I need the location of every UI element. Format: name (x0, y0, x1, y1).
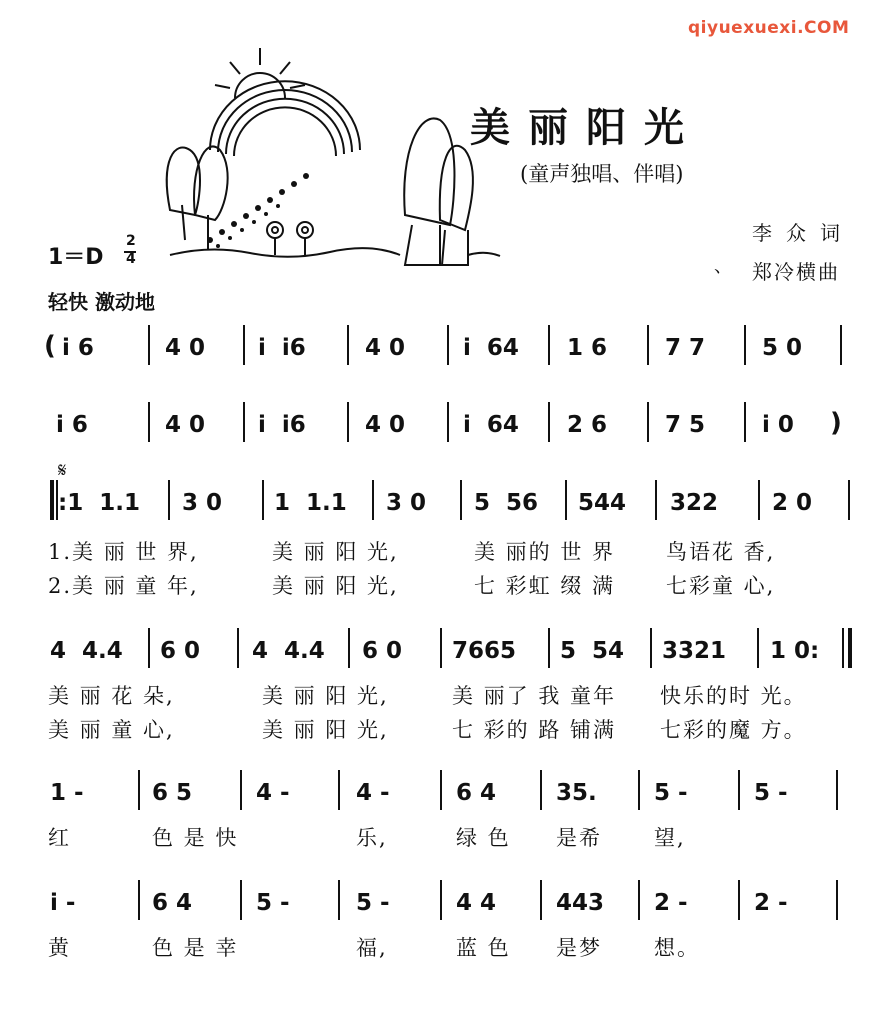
measure: 1 0: (770, 638, 820, 664)
measure: 6 0 (362, 638, 403, 664)
measure: 5 - (754, 780, 788, 806)
meter-top: 2 (126, 233, 136, 249)
lyric-line: 乐, (356, 826, 388, 850)
measure: i i6 (258, 335, 306, 361)
barline (655, 480, 657, 520)
measure: 1 1.1 (274, 490, 347, 516)
key-signature: 1＝D (48, 245, 104, 270)
lyric-verse2: 七 彩的 路 铺满 (452, 718, 617, 742)
barline (744, 402, 746, 442)
barline (243, 402, 245, 442)
measure: 5 - (256, 890, 290, 916)
measure: 1 - (50, 780, 84, 806)
barline (840, 325, 842, 365)
measure: 4 4 (456, 890, 497, 916)
barline (237, 628, 239, 668)
measure: 3 0 (182, 490, 223, 516)
lyric-line: 想。 (654, 936, 700, 960)
measure: 5 54 (560, 638, 625, 664)
measure: i - (50, 890, 76, 916)
measure: 6 0 (160, 638, 201, 664)
lyric-verse1: 美 丽 阳 光, (272, 540, 399, 564)
measure: 5 0 (762, 335, 803, 361)
lyric-line: 望, (654, 826, 686, 850)
barline (168, 480, 170, 520)
measure: 1 6 (567, 335, 608, 361)
barline (842, 628, 844, 668)
barline (240, 770, 242, 810)
barline (540, 880, 542, 920)
repeat-start-barline (50, 480, 54, 520)
barline (348, 628, 350, 668)
measure: 4 0 (165, 335, 206, 361)
barline (638, 770, 640, 810)
barline (262, 480, 264, 520)
lyric-line: 福, (356, 936, 388, 960)
measure: 6 4 (152, 890, 193, 916)
measure: 544 (578, 490, 627, 516)
measure: 3321 (662, 638, 727, 664)
measure: 7665 (452, 638, 517, 664)
barline (836, 770, 838, 810)
measure: 5 - (654, 780, 688, 806)
measure: 5 - (356, 890, 390, 916)
measure: 4 - (256, 780, 290, 806)
barline (460, 480, 462, 520)
segno-icon: 𝄋 (58, 458, 67, 482)
lyric-line: 是希 (556, 826, 602, 850)
barline (338, 880, 340, 920)
barline (138, 880, 140, 920)
measure: 2 - (754, 890, 788, 916)
meter-bottom: 4 (126, 251, 136, 267)
barline (738, 880, 740, 920)
barline (848, 480, 850, 520)
measure: :1 1.1 (58, 490, 140, 516)
lyric-verse1: 鸟语花 香, (666, 540, 776, 564)
measure: 7 7 (665, 335, 706, 361)
score-row (0, 628, 895, 748)
measure: 4 0 (165, 412, 206, 438)
barline (647, 325, 649, 365)
barline (548, 628, 550, 668)
sun-rainbow-trees-flowers-drawing (150, 40, 520, 270)
lyric-verse2: 七彩童 心, (666, 574, 776, 598)
barline (240, 880, 242, 920)
song-title: 美丽阳光 (470, 104, 702, 151)
barline (148, 628, 150, 668)
measure: i 6 (62, 335, 94, 361)
barline (243, 325, 245, 365)
lyric-verse2: 2.美 丽 童 年, (48, 574, 199, 598)
barline (447, 325, 449, 365)
lyric-verse2: 七 彩虹 缀 满 (474, 574, 616, 598)
lyric-verse2: 七彩的魔 方。 (660, 718, 807, 742)
barline (148, 325, 150, 365)
measure: 3 0 (386, 490, 427, 516)
lyric-verse2: 美 丽 阳 光, (262, 718, 389, 742)
measure: 4 4.4 (50, 638, 123, 664)
lyric-line: 色 是 幸 (152, 936, 239, 960)
lyric-line: 色 是 快 (152, 826, 239, 850)
composer-mark: 、 (714, 256, 732, 277)
barline (836, 880, 838, 920)
lyric-verse1: 美 丽 花 朵, (48, 684, 175, 708)
composer: 郑冷横曲 (752, 260, 840, 284)
score-row (0, 880, 895, 980)
barline (440, 770, 442, 810)
barline (447, 402, 449, 442)
measure: 2 6 (567, 412, 608, 438)
barline (647, 402, 649, 442)
repeat-end-barline (848, 628, 852, 668)
lyric-line: 红 (48, 826, 71, 850)
barline (347, 325, 349, 365)
measure: i i6 (258, 412, 306, 438)
measure: 4 4.4 (252, 638, 325, 664)
barline (372, 480, 374, 520)
measure: 5 56 (474, 490, 539, 516)
lyric-verse1: 美 丽了 我 童年 (452, 684, 617, 708)
lyric-line: 绿 色 (456, 826, 511, 850)
barline (744, 325, 746, 365)
measure: 4 0 (365, 335, 406, 361)
score-row (0, 480, 895, 600)
measure: 2 0 (772, 490, 813, 516)
close-paren: ) (830, 408, 842, 438)
lyric-verse2: 美 丽 阳 光, (272, 574, 399, 598)
barline (440, 628, 442, 668)
measure: 35. (556, 780, 597, 806)
measure: i 64 (463, 335, 519, 361)
score-row (0, 402, 895, 452)
lyric-verse2: 美 丽 童 心, (48, 718, 175, 742)
watermark: qiyuexuexi.COM (688, 18, 850, 38)
barline (757, 628, 759, 668)
lyricist: 李众词 (752, 221, 854, 245)
measure: 7 5 (665, 412, 706, 438)
barline (758, 480, 760, 520)
song-subtitle: (童声独唱、伴唱) (520, 162, 684, 186)
lyric-verse1: 美 丽的 世 界 (474, 540, 616, 564)
barline (138, 770, 140, 810)
lyric-verse1: 美 丽 阳 光, (262, 684, 389, 708)
score-row (0, 325, 895, 375)
score-row (0, 770, 895, 860)
barline (548, 402, 550, 442)
barline (540, 770, 542, 810)
measure: 2 - (654, 890, 688, 916)
measure: i 64 (463, 412, 519, 438)
barline (148, 402, 150, 442)
barline (650, 628, 652, 668)
measure: 6 5 (152, 780, 193, 806)
barline (338, 770, 340, 810)
lyric-line: 是梦 (556, 936, 602, 960)
measure: i 6 (56, 412, 88, 438)
lyric-line: 黄 (48, 936, 71, 960)
tempo-marking: 轻快 激动地 (48, 290, 155, 314)
measure: 4 0 (365, 412, 406, 438)
measure: 322 (670, 490, 719, 516)
lyric-verse1: 快乐的时 光。 (660, 684, 807, 708)
lyric-line: 蓝 色 (456, 936, 511, 960)
barline (738, 770, 740, 810)
measure: i 0 (762, 412, 794, 438)
open-paren: ( (44, 331, 56, 361)
barline (565, 480, 567, 520)
measure: 6 4 (456, 780, 497, 806)
barline (440, 880, 442, 920)
barline (347, 402, 349, 442)
barline (548, 325, 550, 365)
measure: 4 - (356, 780, 390, 806)
lyric-verse1: 1.美 丽 世 界, (48, 540, 199, 564)
barline (638, 880, 640, 920)
measure: 443 (556, 890, 605, 916)
